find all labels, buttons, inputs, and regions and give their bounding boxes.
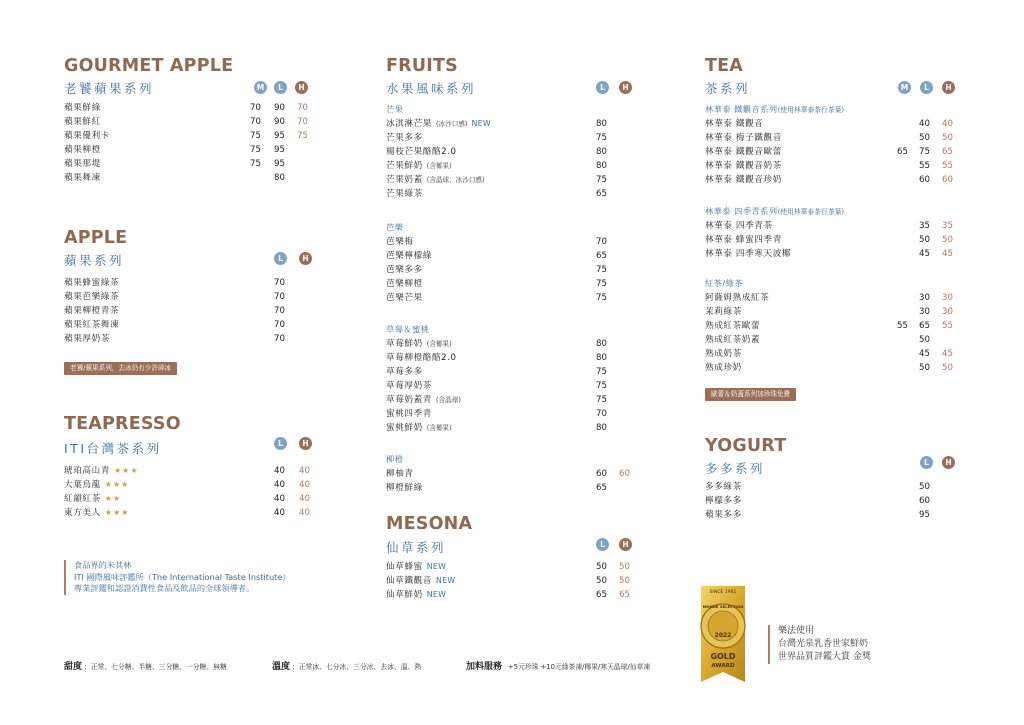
price-l: 35 <box>919 221 930 231</box>
menu-item: 蘋果紅茶舞凍 70 <box>64 318 324 332</box>
menu-item: 林華泰 鐵觀音奶茶 55 55 <box>705 159 965 173</box>
price-l: 90 <box>274 103 285 113</box>
price-h: 45 <box>942 249 953 259</box>
subsection-title: 紅茶/綠茶 <box>705 278 744 288</box>
price-l: 75 <box>596 175 607 185</box>
size-h-badge: H <box>295 81 308 94</box>
menu-item: 蘋果芭樂綠茶 70 <box>64 290 324 304</box>
menu-item: 柳橙鮮綠 65 <box>386 481 646 495</box>
menu-item: 芒果綠茶 65 <box>386 187 646 201</box>
menu-item: 楊枝芒果酪酪2.0 80 <box>386 145 646 159</box>
price-l: 50 <box>596 576 607 586</box>
menu-item: 大葉烏龍 ★★★ 40 40 <box>64 478 324 492</box>
column-middle <box>386 0 646 725</box>
price-l: 30 <box>919 307 930 317</box>
price-l: 50 <box>919 482 930 492</box>
note-tag: 歐蕾＆奶蓋系列加珍珠免費 <box>705 388 796 401</box>
menu-item: 芭樂芒果 75 <box>386 291 646 305</box>
price-l: 75 <box>596 395 607 405</box>
new-badge: NEW <box>426 562 447 571</box>
menu-item: 芒果多多 75 <box>386 131 646 145</box>
price-l: 50 <box>919 235 930 245</box>
price-l: 80 <box>596 423 607 433</box>
price-l: 50 <box>596 562 607 572</box>
price-l: 40 <box>919 119 930 129</box>
price-l: 40 <box>274 466 285 476</box>
price-l: 50 <box>919 363 930 373</box>
section-tea <box>705 56 965 406</box>
price-l: 55 <box>919 161 930 171</box>
menu-item: 草莓鮮奶 (含椰果) 80 <box>386 337 646 351</box>
price-l: 65 <box>596 251 607 261</box>
price-h: 30 <box>942 293 953 303</box>
price-m: 70 <box>250 117 261 127</box>
menu-item: 蘋果厚奶茶 70 <box>64 332 324 346</box>
price-h: 40 <box>299 494 310 504</box>
menu-item: 林華泰 蜂蜜四季青 50 50 <box>705 233 965 247</box>
section-title-zh: 仙草系列 <box>386 540 447 555</box>
price-h: 50 <box>942 133 953 143</box>
menu-item: 芒果鮮奶 (含椰果) 80 <box>386 159 646 173</box>
section-title-en: FRUITS <box>386 56 458 76</box>
size-l-badge: L <box>920 81 933 94</box>
size-l-badge: L <box>274 252 287 265</box>
section-fruits <box>386 56 646 496</box>
svg-text:MONDE SELECTION: MONDE SELECTION <box>702 604 744 609</box>
price-l: 75 <box>596 133 607 143</box>
menu-item: 熟成珍奶 50 50 <box>705 361 965 375</box>
price-l: 65 <box>596 590 607 600</box>
section-title-en: YOGURT <box>705 436 787 456</box>
menu-item: 草莓多多 75 <box>386 365 646 379</box>
sweetness-options: 甜度 ：正常、七分糖、半糖、三分糖、一分糖、無糖 <box>64 662 227 672</box>
award-blurb: 樂法使用 台灣光泉乳香世家鮮奶 世界品質評鑑大賞 金獎 <box>768 625 871 664</box>
menu-item: 阿薩姆熟成紅茶 30 30 <box>705 291 965 305</box>
price-l: 50 <box>919 335 930 345</box>
topping-options: 加料服務 +5元珍珠 +10元綠茶凍/椰果/寒天晶球/仙草凍 <box>466 662 651 672</box>
menu-item: 草莓厚奶茶 75 <box>386 379 646 393</box>
price-h: 65 <box>942 147 953 157</box>
price-l: 70 <box>274 320 285 330</box>
menu-item: 檸檬多多 60 <box>705 494 965 508</box>
size-l-badge: L <box>274 437 287 450</box>
menu-item: 茉莉綠茶 30 30 <box>705 305 965 319</box>
price-l: 60 <box>919 496 930 506</box>
price-m: 65 <box>897 147 908 157</box>
price-l: 75 <box>596 293 607 303</box>
price-h: 35 <box>942 221 953 231</box>
price-l: 95 <box>274 131 285 141</box>
menu-item: 芭樂多多 75 <box>386 263 646 277</box>
menu-item: 琥珀高山青 ★★★ 40 40 <box>64 464 324 478</box>
price-l: 95 <box>274 159 285 169</box>
price-m: 70 <box>250 103 261 113</box>
section-title-zh: ITI台灣茶系列 <box>64 441 162 456</box>
price-h: 40 <box>942 119 953 129</box>
subsection-title: 草莓＆蜜桃 <box>386 324 430 334</box>
price-h: 40 <box>299 508 310 518</box>
menu-item: 蘋果優利卡 75 95 75 <box>64 129 324 143</box>
price-l: 80 <box>596 161 607 171</box>
menu-item: 仙草蜂蜜 NEW 50 50 <box>386 560 646 574</box>
price-h: 55 <box>942 161 953 171</box>
menu-item: 熟成紅茶奶蓋 50 <box>705 333 965 347</box>
menu-item: 林華泰 四季青茶 35 35 <box>705 219 965 233</box>
size-l-badge: L <box>596 81 609 94</box>
section-title-zh: 多多系列 <box>705 461 766 476</box>
section-title-en: APPLE <box>64 228 128 248</box>
price-m: 55 <box>897 321 908 331</box>
new-badge: NEW <box>426 590 447 599</box>
section-title-en: TEAPRESSO <box>64 414 181 434</box>
price-l: 80 <box>596 119 607 129</box>
section-yogurt <box>705 436 965 526</box>
section-apple <box>64 228 324 378</box>
price-l: 45 <box>919 249 930 259</box>
size-m-badge: M <box>254 81 267 94</box>
price-h: 55 <box>942 321 953 331</box>
price-l: 80 <box>596 339 607 349</box>
price-l: 80 <box>274 173 285 183</box>
size-l-badge: L <box>274 81 287 94</box>
temperature-options: 溫度 ：正常冰、七分冰、三分冰、去冰、溫、熱 <box>272 662 422 672</box>
size-l-badge: L <box>596 538 609 551</box>
new-badge: NEW <box>471 119 491 128</box>
menu-item: 蘋果蜂蜜綠茶 70 <box>64 276 324 290</box>
section-title-zh: 蘋果系列 <box>64 253 125 268</box>
size-l-badge: L <box>920 456 933 469</box>
price-l: 70 <box>596 237 607 247</box>
price-l: 70 <box>274 278 285 288</box>
price-l: 40 <box>274 494 285 504</box>
menu-item: 芭樂梅 70 <box>386 235 646 249</box>
price-h: 70 <box>297 103 308 113</box>
price-l: 75 <box>596 279 607 289</box>
menu-item: 柳柚青 60 60 <box>386 467 646 481</box>
price-l: 40 <box>274 480 285 490</box>
menu-item: 仙草鮮奶 NEW 65 65 <box>386 588 646 602</box>
price-h: 60 <box>942 175 953 185</box>
subsection-title: 柳橙 <box>386 454 404 464</box>
price-m: 75 <box>250 145 261 155</box>
price-h: 65 <box>619 590 630 600</box>
svg-text:SINCE 1961: SINCE 1961 <box>709 590 737 595</box>
menu-item: 蘋果鮮綠 70 90 70 <box>64 101 324 115</box>
price-l: 75 <box>919 147 930 157</box>
price-l: 80 <box>596 353 607 363</box>
price-l: 95 <box>919 510 930 520</box>
price-l: 65 <box>596 189 607 199</box>
size-h-badge: H <box>942 456 955 469</box>
section-gourmet-apple <box>64 56 324 196</box>
price-l: 90 <box>274 117 285 127</box>
note-tag: 老饕/蘋果系列，去冰仍有少許碎冰 <box>64 362 177 375</box>
rating-stars: ★★★ <box>113 466 139 475</box>
price-l: 40 <box>274 508 285 518</box>
rating-stars: ★★★ <box>104 508 130 517</box>
svg-text:2022: 2022 <box>714 632 732 639</box>
menu-item: 林華泰 梅子鐵觀音 50 50 <box>705 131 965 145</box>
price-l: 70 <box>274 292 285 302</box>
price-l: 70 <box>274 306 285 316</box>
section-title-zh: 老饕蘋果系列 <box>64 81 155 96</box>
section-title-en: MESONA <box>386 514 473 534</box>
section-title-zh: 茶系列 <box>705 81 751 96</box>
price-l: 95 <box>274 145 285 155</box>
menu-item: 蜜桃四季青 70 <box>386 407 646 421</box>
price-h: 50 <box>942 235 953 245</box>
price-l: 65 <box>596 483 607 493</box>
menu-item: 蘋果鮮紅 70 90 70 <box>64 115 324 129</box>
menu-item: 芭樂檸檬綠 65 <box>386 249 646 263</box>
section-teapresso <box>64 414 324 534</box>
subsection-title: 林華泰 四季青系列(使用林華泰茶行茶葉) <box>705 206 845 216</box>
subsection-title: 林華泰 鐵觀音系列(使用林華泰茶行茶葉) <box>705 104 845 114</box>
svg-text:AWARD: AWARD <box>711 663 735 669</box>
price-h: 50 <box>619 576 630 586</box>
new-badge: NEW <box>435 576 456 585</box>
iti-blurb: 食品界的米其林 ITI 國際風味評鑑所（The International Taste Institute） 專業評鑑和認證消費性食品及飲品的全球領導者。 <box>64 560 291 595</box>
svg-text:GOLD: GOLD <box>710 652 736 661</box>
price-l: 70 <box>596 409 607 419</box>
size-m-badge: M <box>898 81 911 94</box>
rating-stars: ★★ <box>104 494 122 503</box>
menu-item: 多多綠茶 50 <box>705 480 965 494</box>
column-left <box>64 0 324 725</box>
menu-item: 仙草鐵觀音 NEW 50 50 <box>386 574 646 588</box>
menu-item: 冰淇淋芒果 (冰沙口感) NEW 80 <box>386 117 646 131</box>
price-h: 50 <box>942 363 953 373</box>
price-h: 50 <box>619 562 630 572</box>
menu-item: 蘋果柳橙青茶 70 <box>64 304 324 318</box>
menu-item: 紅韻紅茶 ★★ 40 40 <box>64 492 324 506</box>
price-h: 40 <box>299 466 310 476</box>
menu-item: 蘋果多多 95 <box>705 508 965 522</box>
price-l: 75 <box>596 381 607 391</box>
menu-item: 蜜桃鮮奶 (含椰果) 80 <box>386 421 646 435</box>
price-l: 80 <box>596 147 607 157</box>
price-l: 45 <box>919 349 930 359</box>
menu-item: 林華泰 鐵觀音珍奶 60 60 <box>705 173 965 187</box>
menu-item: 蘋果那堤 75 95 <box>64 157 324 171</box>
menu-item: 草莓奶蓋青 (含晶球) 75 <box>386 393 646 407</box>
price-l: 75 <box>596 265 607 275</box>
size-h-badge: H <box>942 81 955 94</box>
menu-item: 蘋果柳橙 75 95 <box>64 143 324 157</box>
price-h: 70 <box>297 117 308 127</box>
price-l: 70 <box>274 334 285 344</box>
size-h-badge: H <box>619 538 632 551</box>
section-title-en: TEA <box>705 56 744 76</box>
menu-item: 東方美人 ★★★ 40 40 <box>64 506 324 520</box>
price-l: 75 <box>596 367 607 377</box>
price-l: 30 <box>919 293 930 303</box>
rating-stars: ★★★ <box>104 480 130 489</box>
section-mesona <box>386 514 646 604</box>
menu-item: 林華泰 鐵觀音 40 40 <box>705 117 965 131</box>
menu-item: 蘋果舞凍 80 <box>64 171 324 185</box>
size-h-badge: H <box>299 252 312 265</box>
price-l: 50 <box>919 133 930 143</box>
price-m: 75 <box>250 131 261 141</box>
subsection-title: 芒果 <box>386 104 404 114</box>
menu-item: 芭樂柳橙 75 <box>386 277 646 291</box>
size-h-badge: H <box>619 81 632 94</box>
menu-item: 林華泰 鐵觀音歐蕾 65 75 65 <box>705 145 965 159</box>
price-l: 60 <box>919 175 930 185</box>
price-l: 60 <box>596 469 607 479</box>
subsection-title: 芭樂 <box>386 222 404 232</box>
section-title-en: GOURMET APPLE <box>64 56 234 76</box>
menu-item: 熟成紅茶歐蕾 55 65 55 <box>705 319 965 333</box>
price-h: 45 <box>942 349 953 359</box>
price-h: 60 <box>619 469 630 479</box>
price-h: 30 <box>942 307 953 317</box>
menu-item: 熟成奶茶 45 45 <box>705 347 965 361</box>
menu-item: 林華泰 四季寒天波椰 45 45 <box>705 247 965 261</box>
price-h: 40 <box>299 480 310 490</box>
section-title-zh: 水果風味系列 <box>386 81 477 96</box>
price-h: 75 <box>297 131 308 141</box>
price-l: 65 <box>919 321 930 331</box>
price-m: 75 <box>250 159 261 169</box>
gold-award-medal-icon <box>694 586 752 682</box>
size-h-badge: H <box>299 437 312 450</box>
menu-item: 草莓柳橙酪酪2.0 80 <box>386 351 646 365</box>
menu-item: 芒果奶蓋 (含晶球、冰沙口感) 75 <box>386 173 646 187</box>
